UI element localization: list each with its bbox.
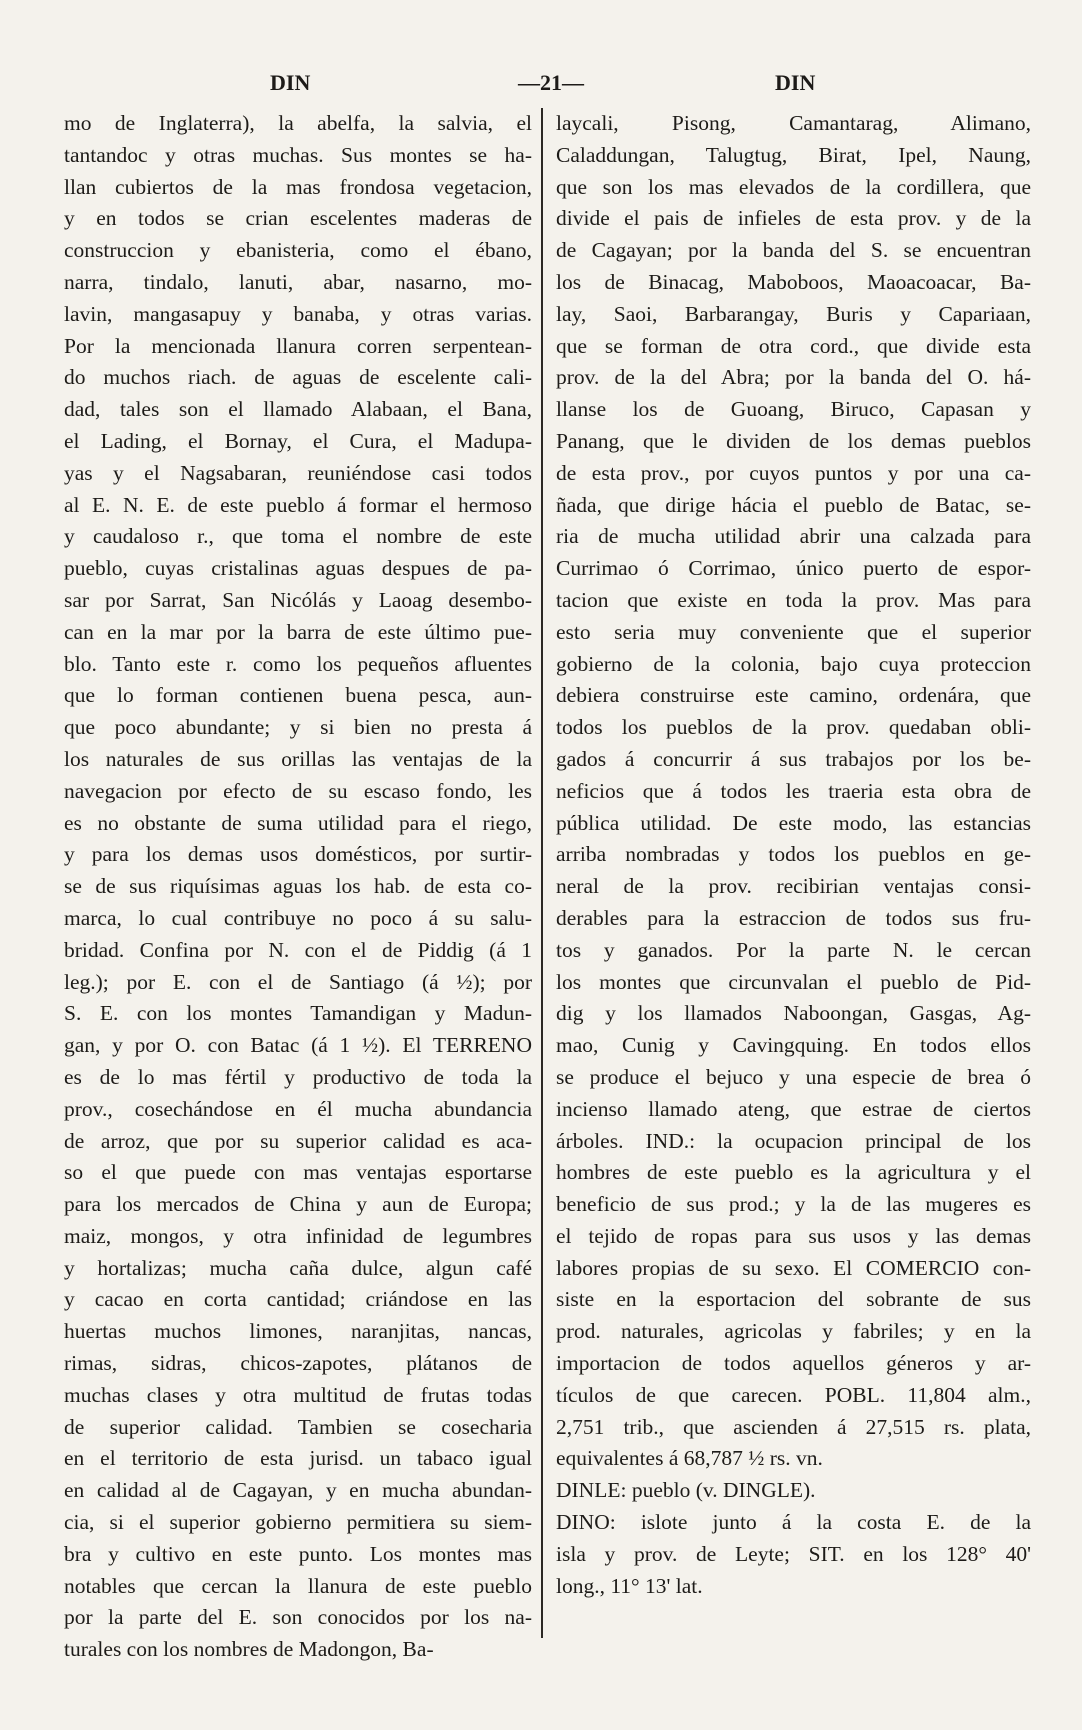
entry-line: long., 11° 13' lat. — [556, 1573, 703, 1598]
text-line: debiera construirse este camino, ordenára, que — [556, 683, 1031, 708]
text-line: arriba nombradas y todos los pueblos en ge- — [556, 842, 1031, 867]
text-line: sar por Sarrat, San Nicólás y Laoag desembo- — [64, 587, 532, 612]
text-line: leg.); por E. con el de Santiago (á ½); por — [64, 969, 532, 994]
text-line: bra y cultivo en este punto. Los montes mas — [64, 1541, 532, 1566]
text-line: gobierno de la colonia, bajo cuya proteccion — [556, 651, 1031, 676]
text-line: el Lading, el Bornay, el Cura, el Madupa- — [64, 428, 532, 453]
column-divider — [541, 108, 543, 1638]
text-line: turales con los nombres de Madongon, Ba- — [64, 1637, 434, 1662]
text-line: en el territorio de esta jurisd. un tabaco igual — [64, 1446, 532, 1471]
text-line: y hortalizas; mucha caña dulce, algun café — [64, 1255, 532, 1280]
text-line: 2,751 trib., que ascienden á 27,515 rs. plata, — [556, 1414, 1031, 1439]
text-line: notables que cercan la llanura de este pueblo — [64, 1573, 532, 1598]
text-line: pública utilidad. De este modo, las estancias — [556, 810, 1031, 835]
text-line: prod. naturales, agricolas y fabriles; y en la — [556, 1319, 1031, 1344]
running-head-left: DIN — [270, 70, 311, 95]
text-line: mo de Inglaterra), la abelfa, la salvia, el — [64, 111, 532, 135]
text-line: maiz, mongos, y otra infinidad de legumbres — [64, 1223, 532, 1248]
text-line: y cacao en corta cantidad; criándose en las — [64, 1287, 532, 1312]
text-line: en calidad al de Cagayan, y en mucha abundan- — [64, 1478, 532, 1503]
text-line: el tejido de ropas para sus usos y las demas — [556, 1223, 1031, 1248]
text-line: Panang, que le dividen de los demas pueblos — [556, 428, 1031, 453]
text-line: pueblo, cuyas cristalinas aguas despues de pa- — [64, 556, 532, 581]
text-line: incienso llamado ateng, que estrae de ciertos — [556, 1096, 1031, 1121]
text-line: neficios que á todos les traeria esta obra de — [556, 778, 1031, 803]
text-line: Currimao ó Corrimao, único puerto de espor- — [556, 556, 1031, 581]
text-line: llan cubiertos de la mas frondosa vegetacion, — [64, 174, 532, 199]
text-line: labores propias de su sexo. El COMERCIO con- — [556, 1255, 1031, 1280]
text-line: cia, si el superior gobierno permitiera su siem- — [64, 1510, 532, 1535]
text-line: divide el pais de infieles de esta prov. y de la — [556, 206, 1031, 231]
text-line: ria de mucha utilidad abrir una calzada para — [556, 524, 1031, 549]
text-line: tículos de que carecen. POBL. 11,804 alm., — [556, 1382, 1031, 1407]
text-line: ñada, que dirige hácia el pueblo de Batac, se- — [556, 492, 1031, 517]
text-line: que lo forman contienen buena pesca, aun- — [64, 683, 532, 708]
text-line: que se forman de otra cord., que divide esta — [556, 333, 1031, 358]
text-line: de esta prov., por cuyos puntos y por una ca- — [556, 460, 1031, 485]
text-line: es de lo mas fértil y productivo de toda la — [64, 1064, 532, 1089]
text-line: para los mercados de China y aun de Europa; — [64, 1192, 532, 1217]
text-line: dig y los llamados Naboongan, Gasgas, Ag- — [556, 1001, 1031, 1026]
text-line: los de Binacag, Maboboos, Maoacoacar, Ba- — [556, 269, 1031, 294]
text-line: do muchos riach. de aguas de escelente cali- — [64, 365, 532, 390]
text-line: navegacion por efecto de su escaso fondo, les — [64, 778, 532, 803]
text-line: tos y ganados. Por la parte N. le cercan — [556, 937, 1031, 962]
text-line: mao, Cunig y Cavingquing. En todos ellos — [556, 1033, 1031, 1058]
text-line: que son los mas elevados de la cordillera, que — [556, 174, 1031, 199]
text-line: prov. de la del Abra; por la banda del O. há- — [556, 365, 1031, 390]
text-line: todos los pueblos de la prov. quedaban obli- — [556, 715, 1031, 740]
text-line: rimas, sidras, chicos-zapotes, plátanos de — [64, 1351, 532, 1376]
page-number: —21— — [518, 70, 584, 95]
text-line: los naturales de sus orillas las ventajas de la — [64, 746, 532, 771]
text-line: llanse los de Guoang, Biruco, Capasan y — [556, 397, 1031, 422]
right-column — [556, 108, 1031, 1602]
text-line: narra, tindalo, lanuti, abar, nasarno, mo- — [64, 269, 532, 294]
text-line: y caudaloso r., que toma el nombre de este — [64, 524, 532, 549]
text-line: bridad. Confina por N. con el de Piddig (á 1 — [64, 937, 532, 962]
text-line: derables para la estraccion de todos sus fru- — [556, 905, 1031, 930]
text-line: gan, y por O. con Batac (á 1 ½). El TERRENO — [64, 1033, 532, 1058]
text-line: árboles. IND.: la ocupacion principal de los — [556, 1128, 1031, 1153]
text-line: tacion que existe en toda la prov. Mas para — [556, 587, 1031, 612]
entry-heading-line: DINO: islote junto á la costa E. de la — [556, 1510, 1031, 1535]
left-column — [64, 108, 532, 1666]
text-line: gados á concurrir á sus trabajos por los be- — [556, 746, 1031, 771]
text-line: equivalentes á 68,787 ½ rs. vn. — [556, 1446, 823, 1471]
page-header — [60, 70, 1030, 100]
text-line: muchas clases y otra multitud de frutas todas — [64, 1382, 532, 1407]
text-line: al E. N. E. de este pueblo á formar el hermoso — [64, 492, 532, 517]
text-line: neral de la prov. recibirian ventajas consi- — [556, 874, 1031, 899]
text-line: se de sus riquísimas aguas los hab. de esta co- — [64, 874, 532, 899]
running-head-right: DIN — [775, 70, 816, 95]
text-line: hombres de este pueblo es la agricultura y el — [556, 1160, 1031, 1185]
text-line: siste en la esportacion del sobrante de sus — [556, 1287, 1031, 1312]
text-line: Caladdungan, Talugtug, Birat, Ipel, Naung, — [556, 142, 1031, 167]
text-line: S. E. con los montes Tamandigan y Madun- — [64, 1001, 532, 1026]
text-line: so el que puede con mas ventajas esportarse — [64, 1160, 532, 1185]
text-line: blo. Tanto este r. como los pequeños afluentes — [64, 651, 532, 676]
text-line: lavin, mangasapuy y banaba, y otras varias. — [64, 301, 532, 326]
text-line: Por la mencionada llanura corren serpentean- — [64, 333, 532, 358]
text-line: yas y el Nagsabaran, reuniéndose casi todos — [64, 460, 532, 485]
text-line: de Cagayan; por la banda del S. se encuentran — [556, 238, 1031, 263]
text-line: esto seria muy conveniente que el superior — [556, 619, 1031, 644]
text-line: marca, lo cual contribuye no poco á su salu- — [64, 905, 532, 930]
text-line: que poco abundante; y si bien no presta á — [64, 715, 532, 740]
text-line: y para los demas usos domésticos, por surtir- — [64, 842, 532, 867]
text-line: es no obstante de suma utilidad para el riego, — [64, 810, 532, 835]
text-line: construccion y ebanisteria, como el ébano, — [64, 238, 532, 263]
text-line: los montes que circunvalan el pueblo de Pid- — [556, 969, 1031, 994]
text-line: lay, Saoi, Barbarangay, Buris y Capariaan, — [556, 301, 1031, 326]
text-line: dad, tales son el llamado Alabaan, el Bana, — [64, 397, 532, 422]
text-line: se produce el bejuco y una especie de brea ó — [556, 1064, 1031, 1089]
entry-line: isla y prov. de Leyte; SIT. en los 128° 40' — [556, 1541, 1031, 1566]
entry-heading-line: DINLE: pueblo (v. DINGLE). — [556, 1478, 816, 1503]
text-line: tantandoc y otras muchas. Sus montes se ha- — [64, 142, 532, 167]
text-line: laycali, Pisong, Camantarag, Alimano, — [556, 111, 1031, 135]
text-line: de arroz, que por su superior calidad es aca- — [64, 1128, 532, 1153]
text-line: de superior calidad. Tambien se cosecharia — [64, 1414, 532, 1439]
text-line: huertas muchos limones, naranjitas, nancas, — [64, 1319, 532, 1344]
text-line: y en todos se crian escelentes maderas de — [64, 206, 532, 231]
text-line: prov., cosechándose en él mucha abundancia — [64, 1096, 532, 1121]
text-line: por la parte del E. son conocidos por los na- — [64, 1605, 532, 1630]
text-line: beneficio de sus prod.; y la de las mugeres es — [556, 1192, 1031, 1217]
text-line: importacion de todos aquellos géneros y ar- — [556, 1351, 1031, 1376]
text-line: can en la mar por la barra de este último pue- — [64, 619, 532, 644]
